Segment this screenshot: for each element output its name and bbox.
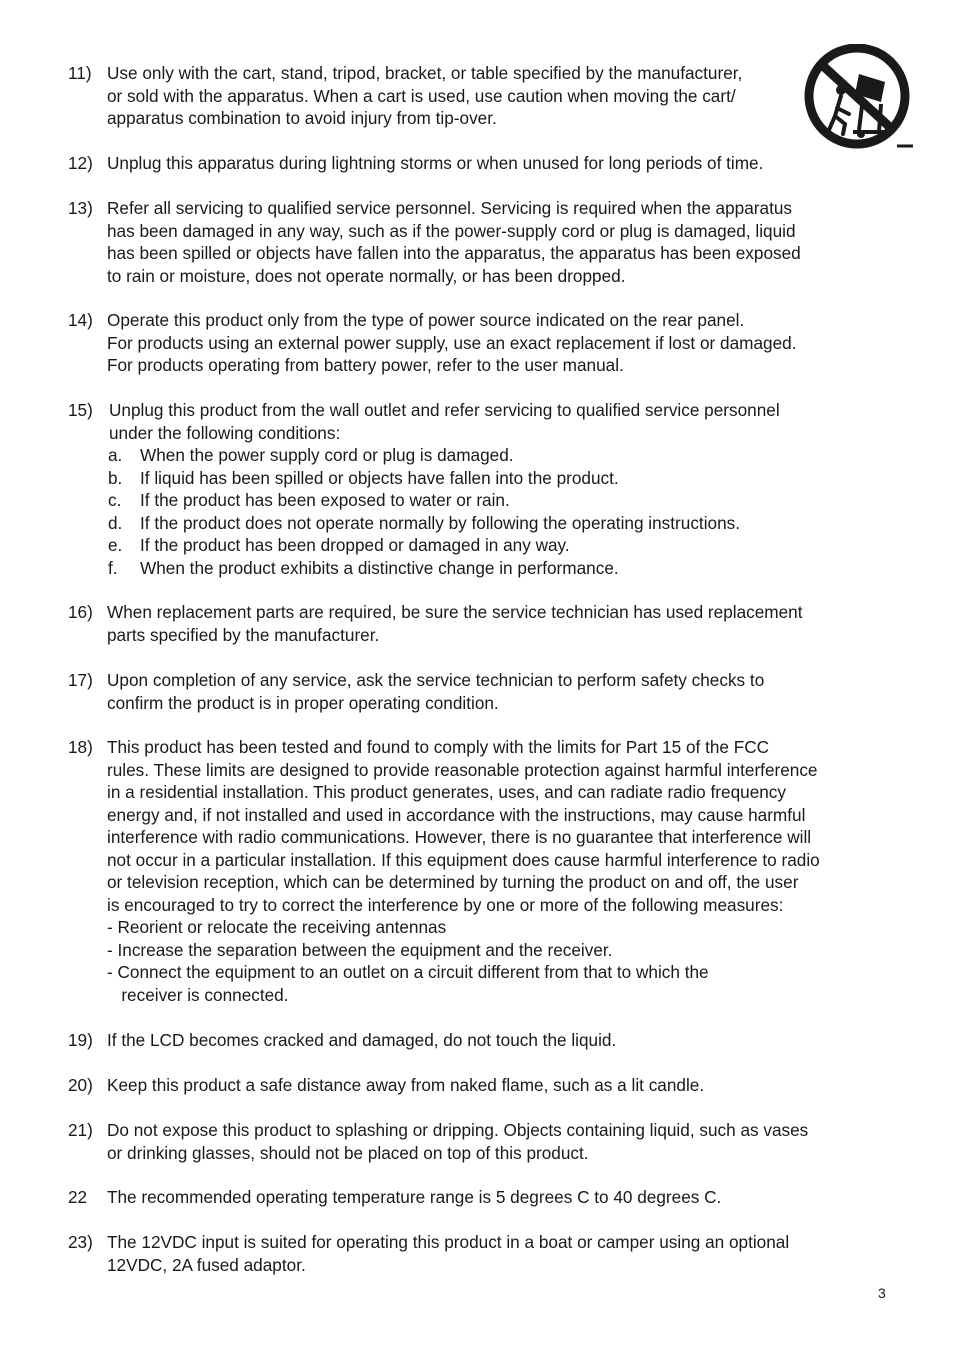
item-text-line: This product has been tested and found to comply with the limits for Part 15 of the FCC xyxy=(107,737,770,757)
sub-item-text: If liquid has been spilled or objects have fallen into the product. xyxy=(140,467,619,488)
sub-list-item xyxy=(68,512,868,535)
item-number: 12) xyxy=(68,153,93,173)
item-number: 13) xyxy=(68,198,93,218)
item-text-line: When replacement parts are required, be sure the service technician has used replacement xyxy=(107,602,803,622)
item-text-line: Keep this product a safe distance away from naked flame, such as a lit candle. xyxy=(107,1075,705,1095)
item-text-line: If the LCD becomes cracked and damaged, do not touch the liquid. xyxy=(107,1030,617,1050)
item-number: 15) xyxy=(68,400,93,420)
sub-item-text: When the product exhibits a distinctive change in performance. xyxy=(140,557,619,578)
item-text-line: Unplug this apparatus during lightning storms or when unused for long periods of time. xyxy=(107,153,764,173)
sub-item-text: When the power supply cord or plug is damaged. xyxy=(140,445,514,465)
item-text-line: Unplug this product from the wall outlet and refer servicing to qualified service personnel xyxy=(109,400,780,420)
sub-item-text: If the product has been exposed to water or rain. xyxy=(140,490,510,510)
item-text-line: has been damaged in any way, such as if the power-supply cord or plug is damaged, liquid xyxy=(107,220,796,241)
sub-list-item xyxy=(68,467,868,490)
item-text-line: rules. These limits are designed to provide reasonable protection against harmful interference xyxy=(107,759,818,780)
item-text-line: - Increase the separation between the equipment and the receiver. xyxy=(107,939,613,960)
item-text-line: For products using an external power supply, use an exact replacement if lost or damaged. xyxy=(107,332,797,353)
item-text-line: interference with radio communications. However, there is no guarantee that interference will xyxy=(107,827,812,847)
sub-list-item xyxy=(68,489,868,512)
sub-item-letter: e. xyxy=(108,535,123,555)
item-text-line: Upon completion of any service, ask the service technician to perform safety checks to xyxy=(107,670,765,690)
item-number: 16) xyxy=(68,602,93,622)
sub-item-text: If the product does not operate normally by following the operating instructions. xyxy=(140,512,741,533)
sub-item-letter: b. xyxy=(108,467,123,488)
item-number: 14) xyxy=(68,310,93,330)
item-text-line: Operate this product only from the type of power source indicated on the rear panel. xyxy=(107,310,745,330)
item-number: 18) xyxy=(68,737,93,757)
item-text-line: energy and, if not installed and used in accordance with the instructions, may cause harmful xyxy=(107,804,806,825)
item-number: 22 xyxy=(68,1187,88,1207)
sub-item-letter: f. xyxy=(108,557,118,578)
item-text-line: or television reception, which can be determined by turning the product on and off, the user xyxy=(107,872,799,892)
item-text-line: Use only with the cart, stand, tripod, bracket, or table specified by the manufacturer, xyxy=(107,63,743,83)
item-number: 19) xyxy=(68,1030,93,1050)
item-text-line: The 12VDC input is suited for operating this product in a boat or camper using an optional xyxy=(107,1232,790,1252)
sub-list-item xyxy=(68,444,868,467)
item-text-line: or drinking glasses, should not be placed on top of this product. xyxy=(107,1142,589,1163)
item-text-line: parts specified by the manufacturer. xyxy=(107,624,380,645)
item-text-line: Refer all servicing to qualified service personnel. Servicing is required when the apparatus xyxy=(107,198,792,218)
item-number: 21) xyxy=(68,1120,93,1140)
item-text-line: receiver is connected. xyxy=(107,984,289,1005)
item-text-line: under the following conditions: xyxy=(109,422,341,443)
item-text-line: has been spilled or objects have fallen into the apparatus, the apparatus has been exposed xyxy=(107,243,801,263)
sub-item-letter: c. xyxy=(108,490,122,510)
item-text-line: in a residential installation. This product generates, uses, and can radiate radio frequency xyxy=(107,782,786,802)
item-number: 20) xyxy=(68,1075,93,1095)
item-text-line: - Reorient or relocate the receiving antennas xyxy=(107,917,447,937)
item-number: 17) xyxy=(68,670,93,690)
sub-item-text: If the product has been dropped or damaged in any way. xyxy=(140,535,570,555)
item-text-line: or sold with the apparatus. When a cart is used, use caution when moving the cart/ xyxy=(107,85,736,106)
sub-list-item xyxy=(68,557,868,580)
sub-item-letter: a. xyxy=(108,445,123,465)
item-number: 11) xyxy=(68,63,92,83)
item-number: 23) xyxy=(68,1232,93,1252)
item-text-line: is encouraged to try to correct the interference by one or more of the following measures: xyxy=(107,894,784,915)
item-text-line: - Connect the equipment to an outlet on a circuit different from that to which the xyxy=(107,962,709,982)
page-number: 3 xyxy=(878,1285,886,1301)
item-text-line: For products operating from battery power, refer to the user manual. xyxy=(107,355,624,375)
item-text-line: to rain or moisture, does not operate normally, or has been dropped. xyxy=(107,265,626,286)
item-text-line: 12VDC, 2A fused adaptor. xyxy=(107,1254,306,1275)
sub-item-letter: d. xyxy=(108,512,123,533)
item-text-line: confirm the product is in proper operating condition. xyxy=(107,692,499,713)
item-text-line: apparatus combination to avoid injury from tip-over. xyxy=(107,108,497,128)
item-text-line: The recommended operating temperature range is 5 degrees C to 40 degrees C. xyxy=(107,1187,722,1207)
item-text-line: not occur in a particular installation. If this equipment does cause harmful interference to radio xyxy=(107,849,820,870)
item-text-line: Do not expose this product to splashing or dripping. Objects containing liquid, such as vases xyxy=(107,1120,809,1140)
sub-list-item xyxy=(68,534,868,557)
cart-tip-over-warning-icon xyxy=(801,44,913,152)
